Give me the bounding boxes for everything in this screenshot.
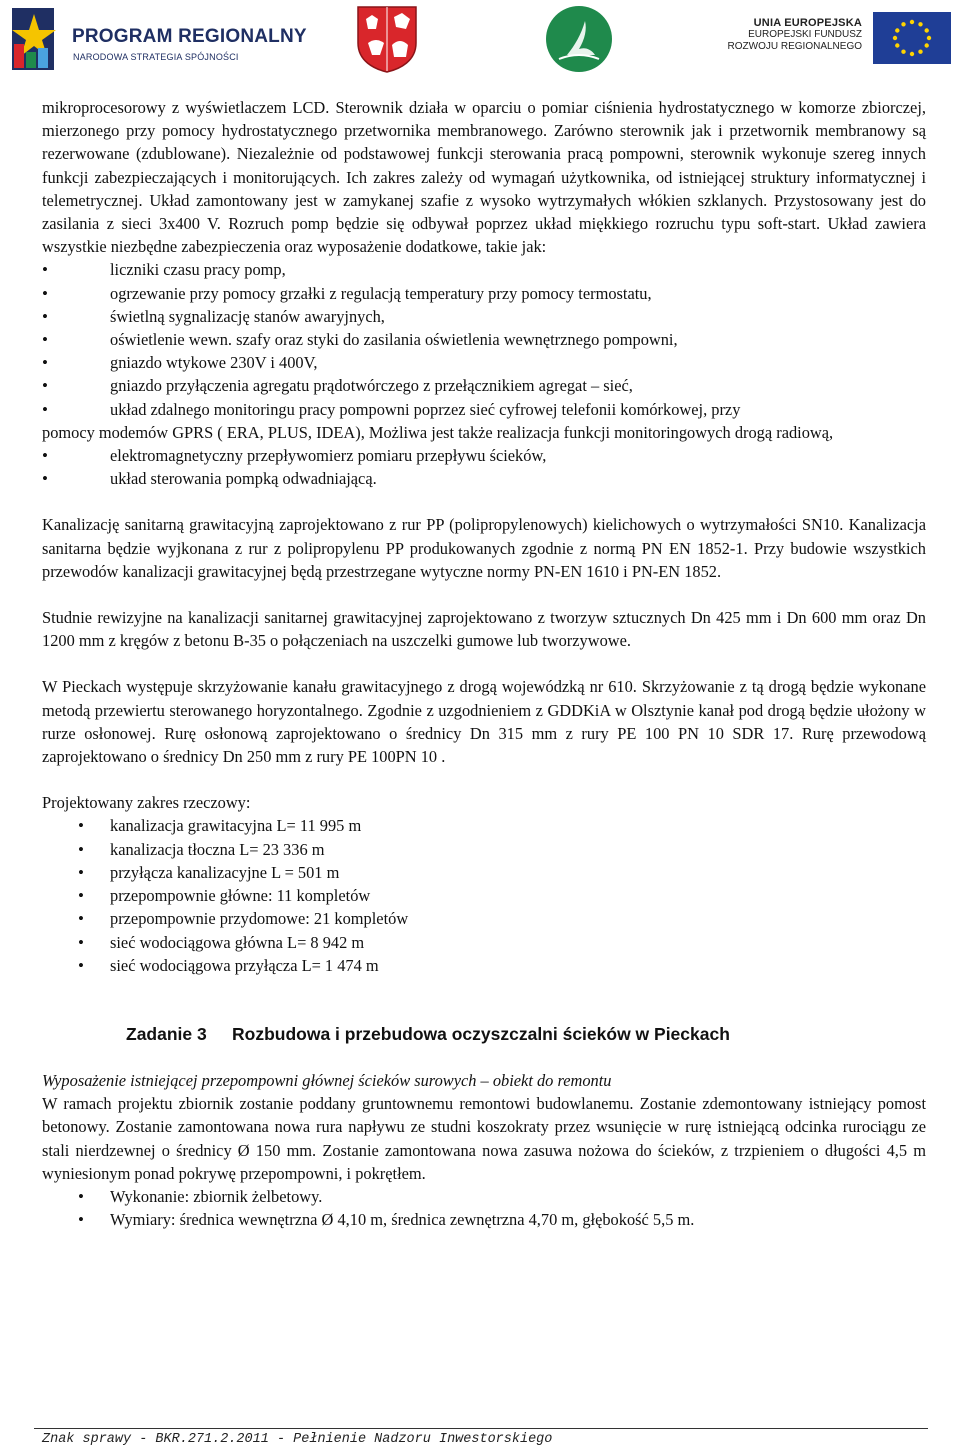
zakres-title: Projektowany zakres rzeczowy: (42, 793, 251, 813)
equipment-item-continuation: pomocy modemów GPRS ( ERA, PLUS, IDEA), Możliwa jest także realizacja funkcji monitoringowych drogą radiową, (42, 422, 834, 442)
section-title: Rozbudowa i przebudowa oczyszczalni ścieków w Pieckach (232, 1023, 730, 1044)
zakres-item: • kanalizacja grawitacyjna L= 11 995 m (42, 814, 926, 837)
paragraph-remont: W ramach projektu zbiornik zostanie poddany gruntownemu remontowi budowlanemu. Zostanie zdemontowany istniejący pomost betonowy. Zostanie zamontowana nowa rura napływu ze studni koszokraty przez wsunięcie w rurę istniejącą odcinka rurociągu ze stali nierdzewnej o średnicy Ø 150 mm. Zostanie zamontowana nowa zasuwa nożowa do ścieków, z trzpieniem o długości 4,5 m wyniesionym ponad pokrywę przepompowni, i pokrętłem. (42, 1094, 926, 1183)
page-header (0, 0, 960, 82)
equipment-item: • układ sterowania pompką odwadniającą. (42, 467, 926, 490)
zakres-item: • sieć wodociągowa przyłącza L= 1 474 m (42, 954, 926, 977)
paragraph-studnie: Studnie rewizyjne na kanalizacji sanitarnej grawitacyjnej zaprojektowano z tworzyw sztucznych Dn 425 mm i Dn 600 mm oraz Dn 1200 mm z kręgów z betonu B-35 o połączeniach na uszczelki gumowe lub tworzywowe. (42, 608, 926, 651)
program-title: PROGRAM REGIONALNY (72, 26, 307, 47)
eu-fund-text (728, 17, 862, 53)
zakres-item: • przepompownie przydomowe: 21 kompletów (42, 907, 926, 930)
eu-line-1: UNIA EUROPEJSKA (753, 17, 862, 29)
zakres-item: • przyłącza kanalizacyjne L = 501 m (42, 861, 926, 884)
zbiornik-item: • Wymiary: średnica wewnętrzna Ø 4,10 m, średnica zewnętrzna 4,70 m, głębokość 5,5 m. (42, 1208, 926, 1231)
warmia-mazury-crest (356, 5, 418, 73)
document-body (42, 96, 926, 1231)
section-heading (42, 1023, 926, 1046)
footer-divider (34, 1428, 928, 1429)
paragraph-sterownik: mikroprocesorowy z wyświetlaczem LCD. Sterownik działa w oparciu o pomiar ciśnienia hydrostatycznego w komorze zbiorczej, mierzonego przy pomocy hydrostatycznego przetwornika membranowego. Zarówno sterownik jak i przetwornik membranowy są rezerwowane (zdublowane). Niezależnie od podstawowej funkcji sterowania pracą pompowni, sterownik wykonuje szereg innych funkcji zabezpieczających i monitorujących. Ich zakres zależy od wymagań użytkownika, od istniejącej struktury informatycznej i telemetrycznej. Układ zamontowany jest w zamykanej szafie z wysoko wytrzymałych włókien szklanych. Przystosowany jest do zasilania z sieci 3x400 V. Rozruch pomp będzie się odbywał poprzez układ miękkiego rozruchu typu soft-start. Układ zawiera wszystkie niezbędne zabezpieczenia oraz wyposażenie dodatkowe, takie jak: (42, 98, 926, 257)
zbiornik-item: • Wykonanie: zbiornik żelbetowy. (42, 1185, 926, 1208)
equipment-item: • liczniki czasu pracy pomp, (42, 258, 926, 281)
equipment-list (42, 258, 926, 420)
section-number: Zadanie 3 (126, 1023, 207, 1044)
equipment-item: • układ zdalnego monitoringu pracy pompowni poprzez sieć cyfrowej telefonii komórkowej, przy (42, 398, 926, 421)
program-regionalny-logo (6, 4, 307, 74)
paragraph-pieckach: W Pieckach występuje skrzyżowanie kanału grawitacyjnego z drogą wojewódzką nr 610. Skrzyżowanie z tą drogą będzie wykonane metodą przewiertu sterowanego horyzontalnego. Zgodnie z uzgodnieniem z GDDKiA w Olsztynie kanał pod drogą będzie ułożony w rurze osłonowej. Rurę osłonową zaprojektowano o średnicy Dn 315 mm z rury PE 100 PN 10 SDR 17. Rurę przewodową zaprojektowano o średnicy Dn 250 mm z rury PE 100PN 10 . (42, 677, 926, 767)
eu-line-3: ROZWOJU REGIONALNEGO (727, 41, 862, 52)
eu-line-2: EUROPEJSKI FUNDUSZ (748, 29, 862, 40)
zakres-item: • przepompownie główne: 11 kompletów (42, 884, 926, 907)
program-subtitle: NARODOWA STRATEGIA SPÓJNOŚCI (73, 52, 239, 62)
paragraph-kanalizacja: Kanalizację sanitarną grawitacyjną zaprojektowano z rur PP (polipropylenowych) kielichowych o wytrzymałości SN10. Kanalizacja sanitarna będzie wyjkonana z rur z polipropylenu PP produkowanych zgodnie z normą PN EN 1852-1. Przy budowie wszystkich przewodów kanalizacji grawitacyjnej będą przestrzegane wytyczne normy PN-EN 1610 i PN-EN 1852. (42, 515, 926, 581)
equipment-item: • ogrzewanie przy pomocy grzałki z regulacją temperatury przy pomocy termostatu, (42, 282, 926, 305)
equipment-item: • gniazdo wtykowe 230V i 400V, (42, 351, 926, 374)
zakres-item: • sieć wodociągowa główna L= 8 942 m (42, 931, 926, 954)
program-star-icon (6, 4, 62, 74)
zakres-list (42, 814, 926, 976)
equipment-item: • gniazdo przyłączenia agregatu prądotwórczego z przełącznikiem agregat – sieć, (42, 374, 926, 397)
page-footer: Znak sprawy - BKR.271.2.2011 - Pełnienie Nadzoru Inwestorskiego (42, 1432, 553, 1447)
zakres-item: • kanalizacja tłoczna L= 23 336 m (42, 838, 926, 861)
zbiornik-list (42, 1185, 926, 1231)
equipment-item: • świetlną sygnalizację stanów awaryjnych, (42, 305, 926, 328)
subsection-title: Wyposażenie istniejącej przepompowni głównej ścieków surowych – obiekt do remontu (42, 1070, 612, 1090)
equipment-list-2 (42, 444, 926, 490)
green-crane-logo (545, 5, 613, 73)
equipment-item: • elektromagnetyczny przepływomierz pomiaru przepływu ścieków, (42, 444, 926, 467)
equipment-item: • oświetlenie wewn. szafy oraz styki do zasilania oświetlenia wewnętrznego pompowni, (42, 328, 926, 351)
eu-flag-icon (873, 12, 951, 64)
